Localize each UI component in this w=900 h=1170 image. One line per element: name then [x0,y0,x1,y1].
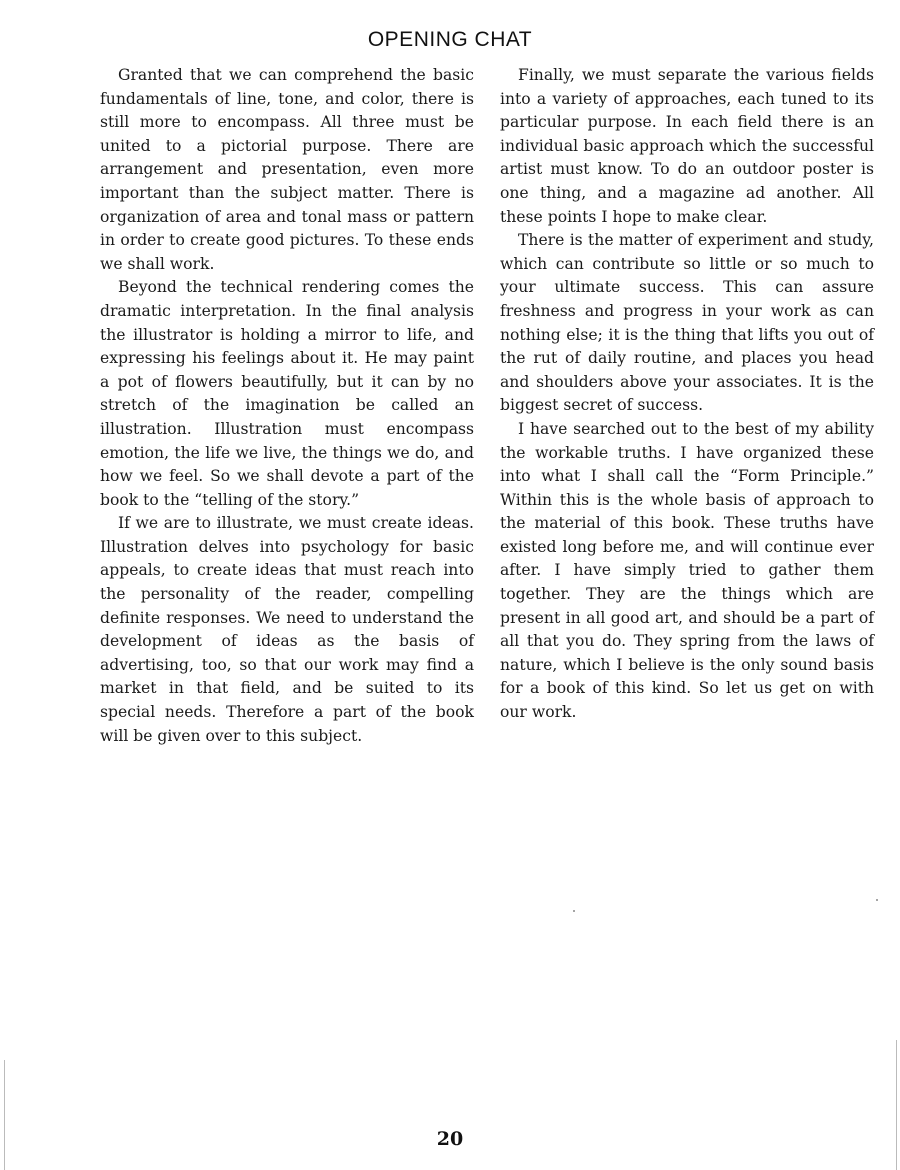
scan-edge-line [4,1060,5,1170]
paragraph: If we are to illustrate, we must create ideas. Illustration delves into psychology for basic appeals, to create ideas that must reach into the personality of the reader, compelling definite responses. We need to understand the development of ideas as the basis of advertising, too, so that our work may find a market in that field, and be suited to its special needs. Therefore a part of the book will be given over to this subject. [100,514,474,745]
scan-speck [573,910,575,912]
scan-edge-line [896,1040,897,1170]
paragraph: There is the matter of experiment and study, which can contribute so little or so much to your ultimate success. This can assure freshness and progress in your work as can nothing else; it is the thing that lifts you out of the rut of daily routine, and places you head and shoulders above your associates. It is the biggest secret of success. [500,231,874,415]
paragraph: Finally, we must separate the various fields into a variety of approaches, each tuned to its particular purpose. In each field there is an individual basic approach which the successful artist must know. To do an outdoor poster is one thing, and a magazine ad another. All these points I hope to make clear. [500,66,874,226]
left-text-column [100,64,474,748]
right-text-column [500,64,874,725]
scan-speck [876,899,878,901]
page-number: 20 [436,1128,464,1150]
paragraph: I have searched out to the best of my ability the workable truths. I have organized these into what I shall call the “Form Principle.” Within this is the whole basis of approach to the material of this book. These truths have existed long before me, and will continue ever after. I have simply tried to gather them together. They are the things which are present in all good art, and should be a part of all that you do. They spring from the laws of nature, which I believe is the only sound basis for a book of this kind. So let us get on with our work. [500,419,874,722]
paragraph: Beyond the technical rendering comes the dramatic interpretation. In the final analysis the illustrator is holding a mirror to life, and expressing his feelings about it. He may paint a pot of flowers beautifully, but it can by no stretch of the imagination be called an illustration. Illustration must encompass emotion, the life we live, the things we do, and how we feel. So we shall devote a part of the book to the “telling of the story.” [100,278,474,509]
page-title: OPENING CHAT [367,28,533,51]
paragraph: Granted that we can comprehend the basic fundamentals of line, tone, and color, there is still more to encompass. All three must be united to a pictorial purpose. There are arrangement and presentation, even more important than the subject matter. There is organization of area and tonal mass or pattern in order to create good pictures. To these ends we shall work. [100,66,474,273]
